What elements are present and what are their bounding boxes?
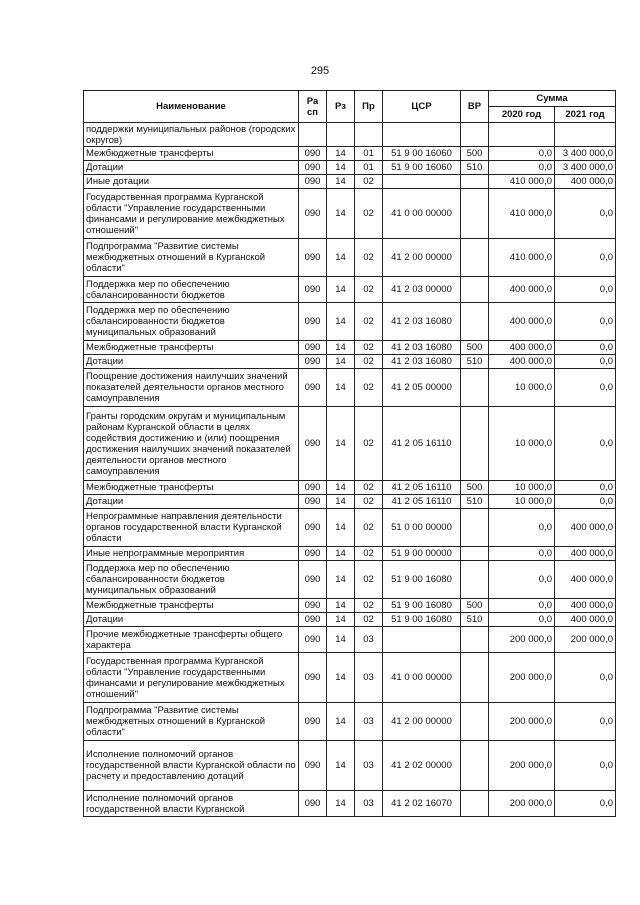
row-sum-2021: 0,0 (555, 407, 616, 481)
row-name: Дотации (84, 161, 299, 175)
row-pr: 03 (355, 741, 383, 791)
row-sum-2021: 0,0 (555, 277, 616, 303)
row-vr (461, 407, 489, 481)
row-sum-2021: 0,0 (555, 791, 616, 817)
row-rz: 14 (327, 407, 355, 481)
row-pr: 02 (355, 599, 383, 613)
row-sum-2020: 0,0 (489, 161, 555, 175)
row-vr (461, 703, 489, 741)
table-body (84, 123, 616, 817)
row-rz: 14 (327, 613, 355, 627)
row-rasp: 090 (299, 509, 327, 547)
header-year-2021: 2021 год (555, 107, 616, 123)
row-name: Поддержка мер по обеспечению сбалансированности бюджетов (84, 277, 299, 303)
row-rz: 14 (327, 703, 355, 741)
table-row (84, 509, 616, 547)
row-sum-2021: 400 000,0 (555, 509, 616, 547)
row-vr (461, 303, 489, 341)
row-vr (461, 123, 489, 147)
row-rasp: 090 (299, 613, 327, 627)
row-csr: 41 2 05 00000 (383, 369, 461, 407)
row-sum-2021: 3 400 000,0 (555, 161, 616, 175)
table-row (84, 599, 616, 613)
row-vr (461, 627, 489, 653)
header-pr: Пр (355, 91, 383, 123)
row-pr: 02 (355, 341, 383, 355)
row-rasp: 090 (299, 481, 327, 495)
table-row (84, 741, 616, 791)
row-sum-2021: 200 000,0 (555, 627, 616, 653)
row-pr: 02 (355, 303, 383, 341)
row-csr: 41 2 00 00000 (383, 239, 461, 277)
table-row (84, 703, 616, 741)
table-row (84, 547, 616, 561)
row-vr (461, 277, 489, 303)
row-pr: 02 (355, 407, 383, 481)
row-rasp: 090 (299, 741, 327, 791)
row-sum-2020: 0,0 (489, 599, 555, 613)
row-csr: 41 2 03 00000 (383, 277, 461, 303)
row-pr: 02 (355, 547, 383, 561)
row-rasp: 090 (299, 547, 327, 561)
header-rz: Рз (327, 91, 355, 123)
row-pr: 02 (355, 239, 383, 277)
row-rz: 14 (327, 509, 355, 547)
row-name: Межбюджетные трансферты (84, 341, 299, 355)
row-name: Иные дотации (84, 175, 299, 189)
row-vr: 500 (461, 599, 489, 613)
row-pr: 02 (355, 561, 383, 599)
row-rz: 14 (327, 495, 355, 509)
row-sum-2020: 410 000,0 (489, 239, 555, 277)
row-rasp: 090 (299, 303, 327, 341)
row-vr (461, 791, 489, 817)
row-sum-2021: 3 400 000,0 (555, 147, 616, 161)
row-csr: 41 2 03 16080 (383, 303, 461, 341)
header-name: Наименование (84, 91, 299, 123)
row-sum-2021: 400 000,0 (555, 561, 616, 599)
table-row (84, 653, 616, 703)
row-name: Дотации (84, 613, 299, 627)
row-sum-2021: 0,0 (555, 189, 616, 239)
table-row (84, 277, 616, 303)
row-sum-2021: 400 000,0 (555, 613, 616, 627)
row-rz: 14 (327, 303, 355, 341)
row-vr (461, 547, 489, 561)
row-csr: 41 0 00 00000 (383, 653, 461, 703)
row-sum-2021: 0,0 (555, 703, 616, 741)
row-sum-2021: 0,0 (555, 653, 616, 703)
row-sum-2020: 400 000,0 (489, 277, 555, 303)
page-number: 295 (310, 65, 330, 77)
row-csr: 41 2 03 16080 (383, 341, 461, 355)
table-row (84, 561, 616, 599)
row-sum-2020: 0,0 (489, 561, 555, 599)
row-sum-2020: 200 000,0 (489, 653, 555, 703)
row-pr: 03 (355, 791, 383, 817)
row-vr (461, 561, 489, 599)
row-rz: 14 (327, 189, 355, 239)
row-sum-2020: 400 000,0 (489, 355, 555, 369)
header-rasp: Ра сп (299, 91, 327, 123)
row-rz: 14 (327, 147, 355, 161)
row-name: Гранты городским округам и муниципальным районам Курганской области в целях содействия достижению и (или) поощрения достижения наилучших значений показателей деятельности органов местного самоуправления (84, 407, 299, 481)
row-csr: 51 9 00 16080 (383, 613, 461, 627)
row-rasp: 090 (299, 277, 327, 303)
row-name: Подпрограмма "Развитие системы межбюджетных отношений в Курганской области" (84, 239, 299, 277)
row-csr (383, 123, 461, 147)
row-sum-2020: 400 000,0 (489, 303, 555, 341)
table-row (84, 175, 616, 189)
row-vr (461, 175, 489, 189)
row-rasp: 090 (299, 341, 327, 355)
row-rz: 14 (327, 239, 355, 277)
row-name: Подпрограмма "Развитие системы межбюджетных отношений в Курганской области" (84, 703, 299, 741)
row-vr (461, 369, 489, 407)
row-pr: 02 (355, 509, 383, 547)
row-sum-2020: 0,0 (489, 613, 555, 627)
row-vr (461, 189, 489, 239)
row-vr: 510 (461, 161, 489, 175)
row-csr (383, 175, 461, 189)
table-row (84, 407, 616, 481)
row-rz: 14 (327, 653, 355, 703)
row-rasp: 090 (299, 495, 327, 509)
row-csr: 41 0 00 00000 (383, 189, 461, 239)
row-sum-2020: 10 000,0 (489, 369, 555, 407)
row-name: Поддержка мер по обеспечению сбалансированности бюджетов муниципальных образований (84, 303, 299, 341)
row-vr: 510 (461, 613, 489, 627)
header-sum: Сумма (489, 91, 616, 107)
row-sum-2021: 0,0 (555, 239, 616, 277)
row-sum-2020: 410 000,0 (489, 189, 555, 239)
row-rasp: 090 (299, 239, 327, 277)
row-sum-2020: 0,0 (489, 509, 555, 547)
row-sum-2020: 410 000,0 (489, 175, 555, 189)
row-csr: 41 2 02 00000 (383, 741, 461, 791)
table-row (84, 341, 616, 355)
row-sum-2021: 400 000,0 (555, 175, 616, 189)
row-vr: 510 (461, 495, 489, 509)
row-pr: 02 (355, 481, 383, 495)
table-row (84, 369, 616, 407)
row-rasp: 090 (299, 369, 327, 407)
row-vr (461, 509, 489, 547)
header-vr: ВР (461, 91, 489, 123)
row-rz: 14 (327, 355, 355, 369)
row-vr: 510 (461, 355, 489, 369)
header-year-2020: 2020 год (489, 107, 555, 123)
row-sum-2021: 0,0 (555, 341, 616, 355)
row-sum-2020: 10 000,0 (489, 407, 555, 481)
row-rz (327, 123, 355, 147)
table-row (84, 123, 616, 147)
table-row (84, 161, 616, 175)
row-csr: 51 9 00 16060 (383, 161, 461, 175)
row-sum-2021: 0,0 (555, 495, 616, 509)
row-pr: 02 (355, 613, 383, 627)
row-csr: 51 9 00 00000 (383, 547, 461, 561)
row-rasp: 090 (299, 407, 327, 481)
row-rasp: 090 (299, 147, 327, 161)
table-row (84, 495, 616, 509)
row-sum-2021: 0,0 (555, 481, 616, 495)
row-sum-2020: 200 000,0 (489, 627, 555, 653)
row-vr (461, 741, 489, 791)
row-pr: 02 (355, 277, 383, 303)
row-pr: 02 (355, 189, 383, 239)
row-pr: 02 (355, 355, 383, 369)
row-sum-2021: 0,0 (555, 741, 616, 791)
row-name: Межбюджетные трансферты (84, 481, 299, 495)
row-rasp: 090 (299, 161, 327, 175)
row-name: Поддержка мер по обеспечению сбалансированности бюджетов муниципальных образований (84, 561, 299, 599)
table-row (84, 791, 616, 817)
row-pr: 03 (355, 653, 383, 703)
row-vr: 500 (461, 481, 489, 495)
row-sum-2021: 0,0 (555, 303, 616, 341)
row-csr: 41 2 03 16080 (383, 355, 461, 369)
row-pr: 02 (355, 495, 383, 509)
row-sum-2021: 0,0 (555, 355, 616, 369)
row-csr (383, 627, 461, 653)
row-rasp: 090 (299, 627, 327, 653)
table-header (84, 91, 616, 123)
row-rz: 14 (327, 547, 355, 561)
row-pr: 03 (355, 627, 383, 653)
row-csr: 51 0 00 00000 (383, 509, 461, 547)
row-rasp: 090 (299, 355, 327, 369)
row-rz: 14 (327, 175, 355, 189)
row-csr: 41 2 00 00000 (383, 703, 461, 741)
row-name: Исполнение полномочий органов государственной власти Курганской области по расчету и предоставлению дотаций (84, 741, 299, 791)
row-rz: 14 (327, 627, 355, 653)
row-rasp: 090 (299, 703, 327, 741)
row-sum-2020: 0,0 (489, 147, 555, 161)
table-row (84, 239, 616, 277)
table-row (84, 613, 616, 627)
row-sum-2020: 10 000,0 (489, 495, 555, 509)
budget-table (83, 90, 616, 817)
table-row (84, 481, 616, 495)
row-vr (461, 653, 489, 703)
row-rz: 14 (327, 599, 355, 613)
row-name: Поощрение достижения наилучших значений показателей деятельности органов местного самоуправления (84, 369, 299, 407)
row-sum-2020: 200 000,0 (489, 741, 555, 791)
row-name: Межбюджетные трансферты (84, 147, 299, 161)
row-rz: 14 (327, 791, 355, 817)
row-name: Иные непрограммные мероприятия (84, 547, 299, 561)
row-rasp: 090 (299, 599, 327, 613)
row-rasp: 090 (299, 791, 327, 817)
row-name: Исполнение полномочий органов государственной власти Курганской (84, 791, 299, 817)
row-rz: 14 (327, 369, 355, 407)
row-rz: 14 (327, 741, 355, 791)
row-pr: 01 (355, 161, 383, 175)
row-csr: 51 9 00 16080 (383, 599, 461, 613)
row-name: Дотации (84, 495, 299, 509)
row-vr: 500 (461, 341, 489, 355)
table-row (84, 303, 616, 341)
row-sum-2020: 200 000,0 (489, 703, 555, 741)
row-name: Государственная программа Курганской области "Управление государственными финансами и регулирование межбюджетных отношений" (84, 189, 299, 239)
row-pr: 03 (355, 703, 383, 741)
row-vr (461, 239, 489, 277)
header-csr: ЦСР (383, 91, 461, 123)
row-rz: 14 (327, 481, 355, 495)
table-row (84, 147, 616, 161)
row-name: поддержки муниципальных районов (городских округов) (84, 123, 299, 147)
row-pr: 02 (355, 175, 383, 189)
row-csr: 41 2 05 16110 (383, 407, 461, 481)
row-rasp (299, 123, 327, 147)
row-rasp: 090 (299, 561, 327, 599)
row-name: Межбюджетные трансферты (84, 599, 299, 613)
row-rz: 14 (327, 561, 355, 599)
row-csr: 41 2 05 16110 (383, 481, 461, 495)
table-row (84, 627, 616, 653)
row-sum-2020: 10 000,0 (489, 481, 555, 495)
row-rasp: 090 (299, 189, 327, 239)
row-csr: 41 2 05 16110 (383, 495, 461, 509)
row-csr: 41 2 02 16070 (383, 791, 461, 817)
row-name: Непрограммные направления деятельности органов государственной власти Курганской области (84, 509, 299, 547)
row-rz: 14 (327, 341, 355, 355)
row-sum-2021: 400 000,0 (555, 599, 616, 613)
row-pr: 01 (355, 147, 383, 161)
row-csr: 51 9 00 16060 (383, 147, 461, 161)
row-rasp: 090 (299, 653, 327, 703)
row-sum-2021 (555, 123, 616, 147)
row-name: Государственная программа Курганской области "Управление государственными финансами и регулирование межбюджетных отношений" (84, 653, 299, 703)
table-row (84, 189, 616, 239)
row-sum-2020: 400 000,0 (489, 341, 555, 355)
row-rz: 14 (327, 161, 355, 175)
row-sum-2020: 200 000,0 (489, 791, 555, 817)
row-pr (355, 123, 383, 147)
row-sum-2021: 400 000,0 (555, 547, 616, 561)
row-rasp: 090 (299, 175, 327, 189)
row-sum-2021: 0,0 (555, 369, 616, 407)
row-name: Прочие межбюджетные трансферты общего характера (84, 627, 299, 653)
row-csr: 51 9 00 16080 (383, 561, 461, 599)
row-sum-2020: 0,0 (489, 547, 555, 561)
row-pr: 02 (355, 369, 383, 407)
table-row (84, 355, 616, 369)
row-sum-2020 (489, 123, 555, 147)
row-vr: 500 (461, 147, 489, 161)
row-rz: 14 (327, 277, 355, 303)
row-name: Дотации (84, 355, 299, 369)
